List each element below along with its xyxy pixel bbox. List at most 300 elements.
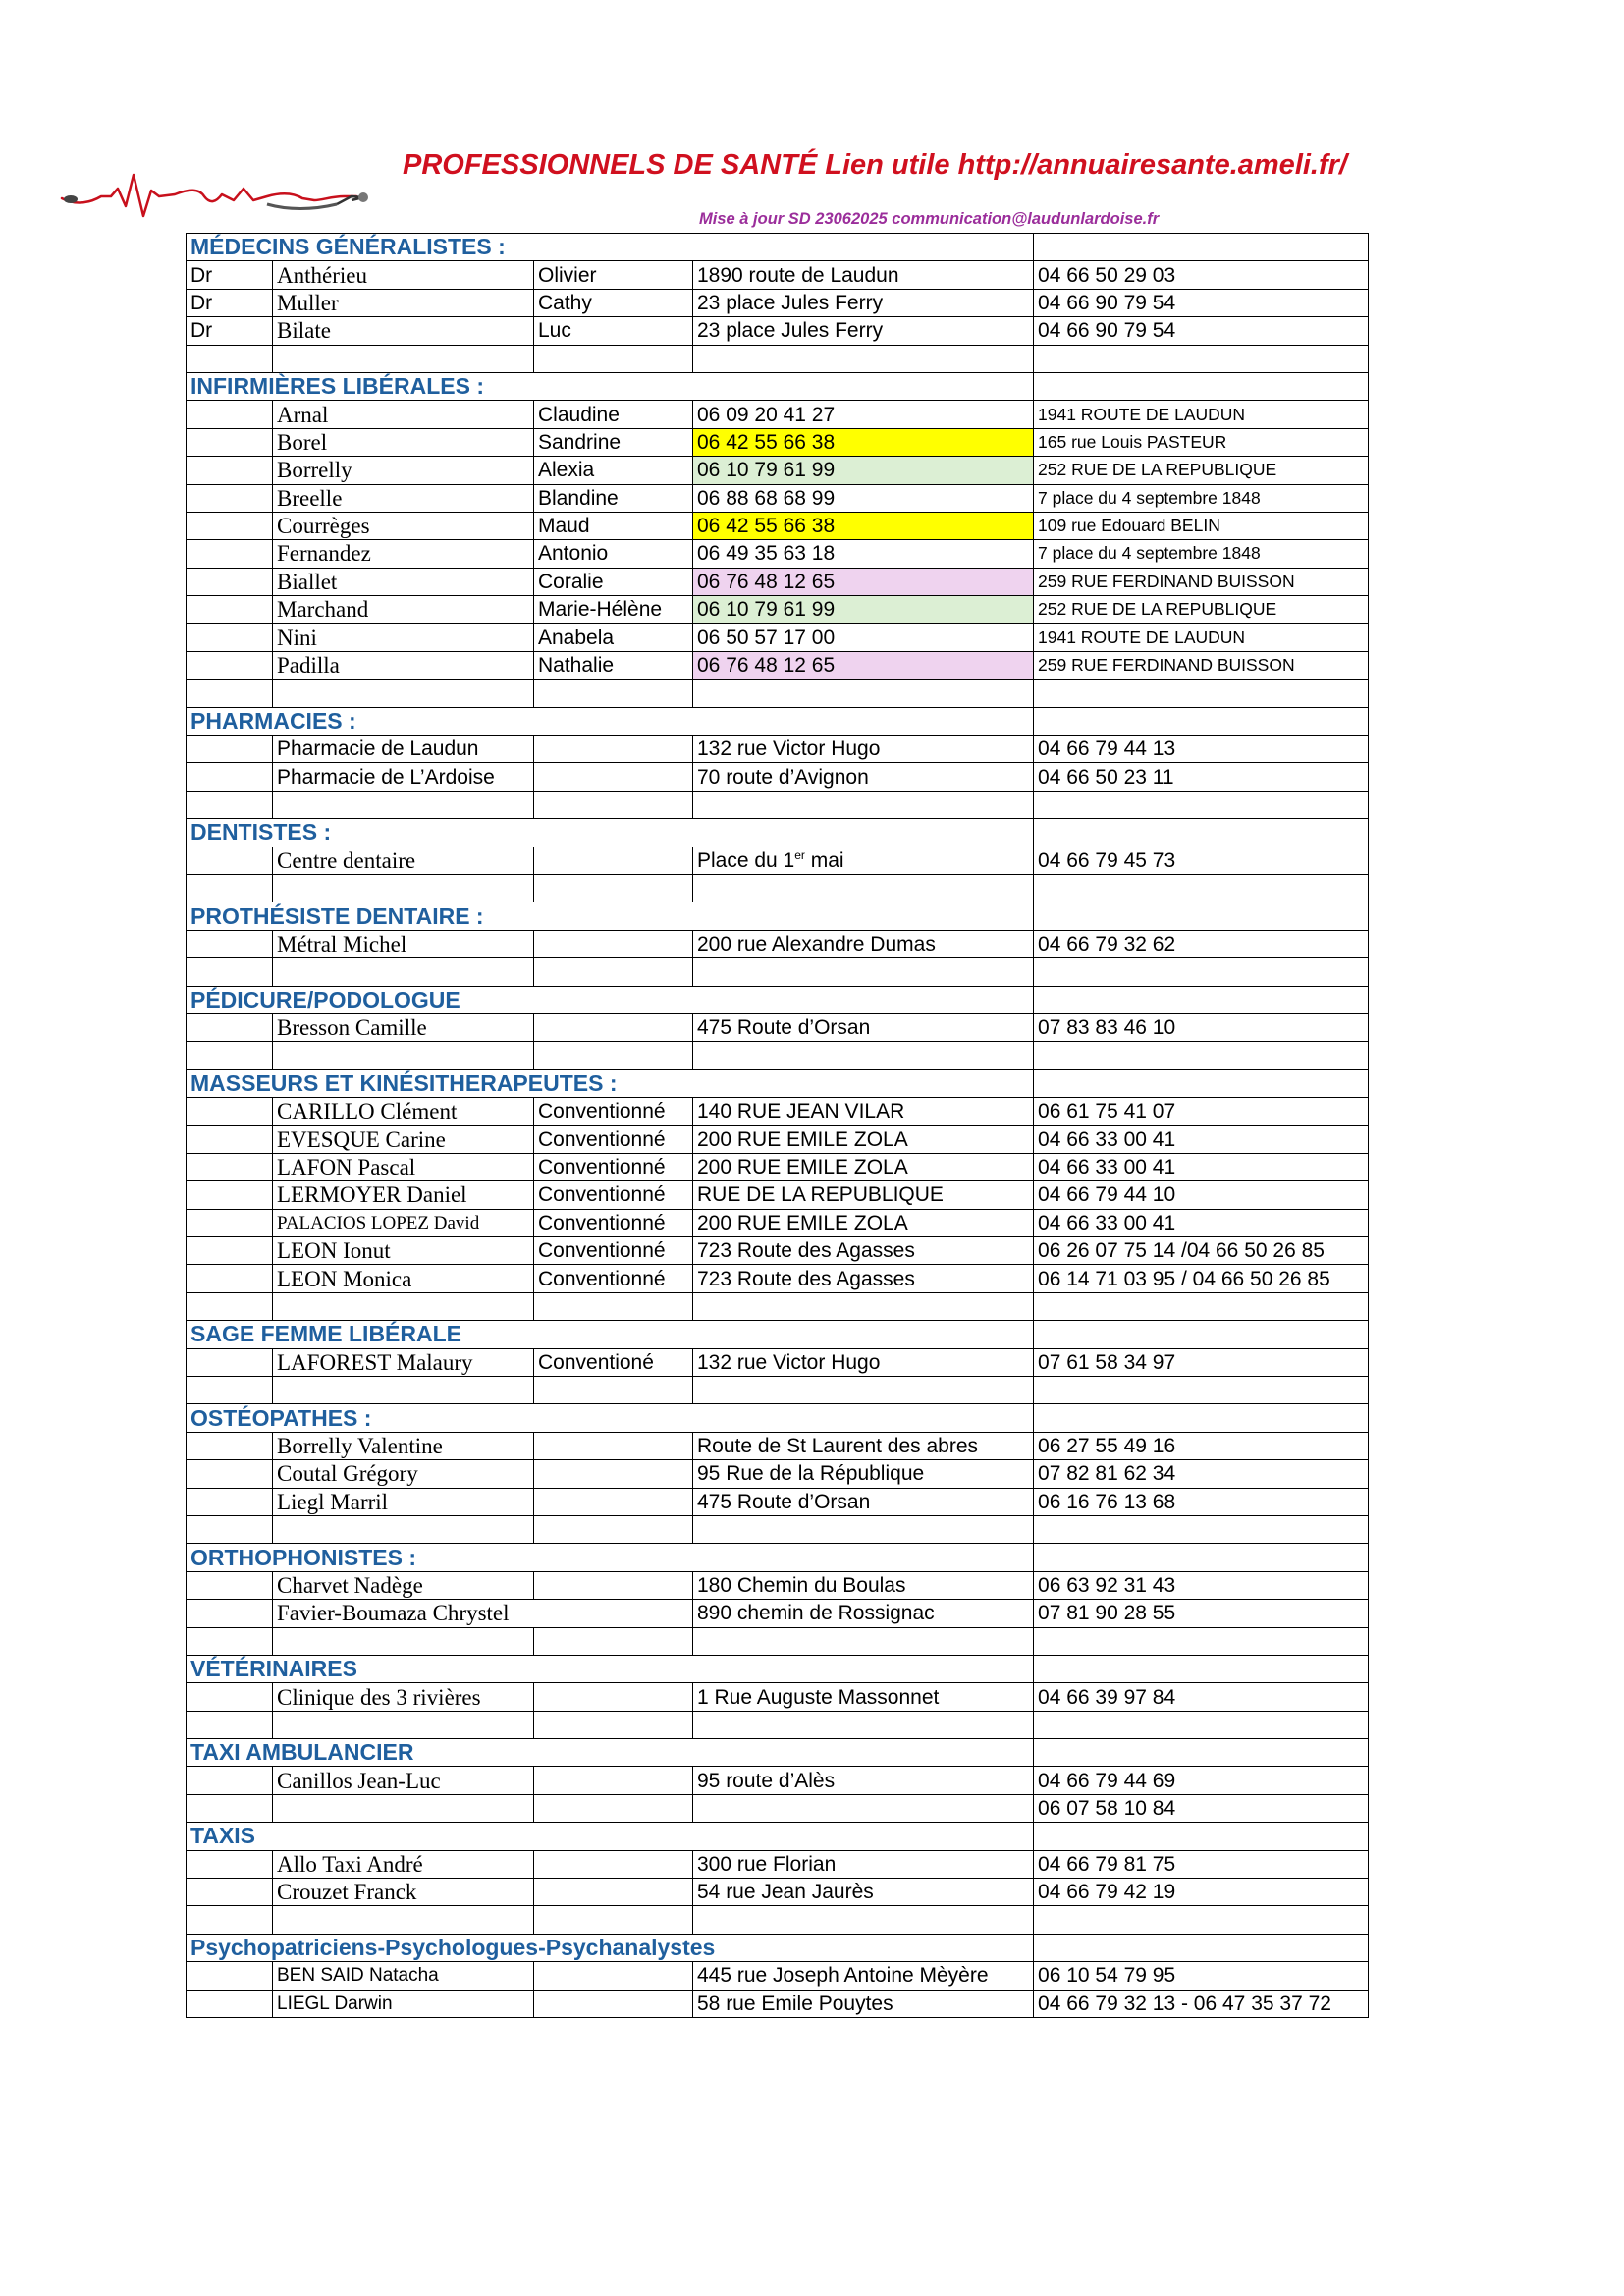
table-cell: 04 66 79 81 75 (1034, 1850, 1369, 1878)
table-row (187, 1265, 1369, 1292)
table-cell (187, 1432, 273, 1459)
table-cell: 06 14 71 03 95 / 04 66 50 26 85 (1034, 1265, 1369, 1292)
table-cell (187, 958, 273, 986)
table-cell: 259 RUE FERDINAND BUISSON (1034, 568, 1369, 595)
table-cell: 06 07 58 10 84 (1034, 1794, 1369, 1822)
table-cell: 252 RUE DE LA REPUBLIQUE (1034, 596, 1369, 624)
table-cell (273, 345, 534, 372)
table-cell: 54 rue Jean Jaurès (693, 1879, 1034, 1906)
table-cell: LEON Monica (273, 1265, 534, 1292)
table-row (187, 1013, 1369, 1041)
table-cell (1034, 1069, 1369, 1097)
table-cell (534, 763, 693, 791)
table-cell: 259 RUE FERDINAND BUISSON (1034, 651, 1369, 679)
table-cell (534, 1767, 693, 1794)
table-cell (187, 1711, 273, 1738)
table-cell (1034, 986, 1369, 1013)
section-heading-ortho: ORTHOPHONISTES : (187, 1544, 1034, 1571)
table-cell (534, 1990, 693, 2017)
spacer-row (187, 1515, 1369, 1543)
table-cell (187, 1292, 273, 1320)
table-cell: 7 place du 4 septembre 1848 (1034, 540, 1369, 568)
table-cell: 04 66 90 79 54 (1034, 289, 1369, 316)
table-row (187, 540, 1369, 568)
table-cell (534, 1794, 693, 1822)
table-cell: 475 Route d’Orsan (693, 1488, 1034, 1515)
table-row (187, 1962, 1369, 1990)
table-cell (1034, 1515, 1369, 1543)
table-cell (534, 930, 693, 957)
table-cell (534, 1013, 693, 1041)
table-cell (187, 874, 273, 902)
table-row (187, 1098, 1369, 1125)
table-cell (534, 736, 693, 763)
table-cell (1034, 1292, 1369, 1320)
table-row (187, 1181, 1369, 1209)
table-cell: PALACIOS LOPEZ David (273, 1209, 534, 1236)
table-cell (273, 1906, 534, 1934)
section-heading-psy: Psychopatriciens-Psychologues-Psychanalystes (187, 1934, 1034, 1961)
table-cell: 132 rue Victor Hugo (693, 1348, 1034, 1376)
table-cell (187, 1237, 273, 1265)
section-heading-kine: MASSEURS ET KINÉSITHERAPEUTES : (187, 1069, 1034, 1097)
directory-table (186, 233, 1369, 2018)
table-cell: Nathalie (534, 651, 693, 679)
table-cell (534, 1683, 693, 1711)
section-heading-medecins: MÉDECINS GÉNÉRALISTES : (187, 234, 1034, 261)
table-cell (534, 1488, 693, 1515)
table-cell (1034, 902, 1369, 930)
table-cell (187, 1460, 273, 1488)
table-cell: Biallet (273, 568, 534, 595)
table-cell (1034, 680, 1369, 707)
table-cell: 23 place Jules Ferry (693, 289, 1034, 316)
table-cell: Allo Taxi André (273, 1850, 534, 1878)
table-cell: 07 83 83 46 10 (1034, 1013, 1369, 1041)
table-cell: Centre dentaire (273, 847, 534, 874)
table-cell (534, 1711, 693, 1738)
table-cell: 200 rue Alexandre Dumas (693, 930, 1034, 957)
table-cell: EVESQUE Carine (273, 1125, 534, 1153)
table-cell: 04 66 79 32 13 - 06 47 35 37 72 (1034, 1990, 1369, 2017)
section-heading-taxis: TAXIS (187, 1823, 1034, 1850)
table-row (187, 1237, 1369, 1265)
table-cell: 1890 route de Laudun (693, 261, 1034, 289)
table-cell: Marchand (273, 596, 534, 624)
table-cell: Dr (187, 289, 273, 316)
table-cell: Liegl Marril (273, 1488, 534, 1515)
table-cell: 180 Chemin du Boulas (693, 1571, 1034, 1599)
table-cell: 04 66 79 42 19 (1034, 1879, 1369, 1906)
table-cell: 06 27 55 49 16 (1034, 1432, 1369, 1459)
table-cell: Borrelly Valentine (273, 1432, 534, 1459)
table-cell: 06 61 75 41 07 (1034, 1098, 1369, 1125)
table-cell: 04 66 79 44 69 (1034, 1767, 1369, 1794)
table-cell (1034, 1906, 1369, 1934)
table-cell (187, 651, 273, 679)
table-cell (187, 763, 273, 791)
table-cell: 23 place Jules Ferry (693, 317, 1034, 345)
table-cell (693, 791, 1034, 818)
dentist-address: Place du 1er mai (693, 847, 1034, 874)
table-cell (693, 1515, 1034, 1543)
table-cell (534, 1906, 693, 1934)
table-cell: Pharmacie de Laudun (273, 736, 534, 763)
table-cell: LIEGL Darwin (273, 1990, 534, 2017)
table-cell: 06 50 57 17 00 (693, 624, 1034, 651)
table-row (187, 847, 1369, 874)
table-cell: 04 66 33 00 41 (1034, 1209, 1369, 1236)
table-cell (1034, 1711, 1369, 1738)
table-cell: Alexia (534, 457, 693, 484)
table-cell: 04 66 79 32 62 (1034, 930, 1369, 957)
table-cell: Conventionné (534, 1237, 693, 1265)
table-cell (187, 484, 273, 512)
table-cell: 06 76 48 12 65 (693, 568, 1034, 595)
table-cell (534, 847, 693, 874)
table-cell: Conventionné (534, 1181, 693, 1209)
table-cell (187, 596, 273, 624)
table-cell: 07 82 81 62 34 (1034, 1460, 1369, 1488)
table-row (187, 930, 1369, 957)
table-row (187, 624, 1369, 651)
table-cell: 06 09 20 41 27 (693, 401, 1034, 428)
table-cell: 07 61 58 34 97 (1034, 1348, 1369, 1376)
table-cell (1034, 234, 1369, 261)
table-cell (1034, 1321, 1369, 1348)
table-cell: Anabela (534, 624, 693, 651)
table-row (187, 568, 1369, 595)
table-cell (534, 791, 693, 818)
table-cell (187, 540, 273, 568)
spacer-row (187, 1906, 1369, 1934)
table-cell: Muller (273, 289, 534, 316)
section-heading-sagefemme: SAGE FEMME LIBÉRALE (187, 1321, 1034, 1348)
table-cell: Conventionné (534, 1153, 693, 1180)
table-cell: 95 route d’Alès (693, 1767, 1034, 1794)
table-cell: BEN SAID Natacha (273, 1962, 534, 1990)
table-cell: LAFOREST Malaury (273, 1348, 534, 1376)
table-cell (693, 1906, 1034, 1934)
table-cell (693, 680, 1034, 707)
table-cell (534, 1515, 693, 1543)
table-cell (693, 958, 1034, 986)
table-cell: Route de St Laurent des abres (693, 1432, 1034, 1459)
table-cell (1034, 707, 1369, 735)
table-cell: 04 66 50 23 11 (1034, 763, 1369, 791)
table-row (187, 1990, 1369, 2017)
table-cell: 132 rue Victor Hugo (693, 736, 1034, 763)
table-row (187, 763, 1369, 791)
table-cell: Métral Michel (273, 930, 534, 957)
table-row (187, 428, 1369, 456)
section-heading-infirmieres: INFIRMIÈRES LIBÉRALES : (187, 372, 1034, 400)
table-row (187, 1460, 1369, 1488)
table-cell: 04 66 79 44 13 (1034, 736, 1369, 763)
table-cell: Clinique des 3 rivières (273, 1683, 534, 1711)
table-cell: 06 76 48 12 65 (693, 651, 1034, 679)
table-cell: 70 route d’Avignon (693, 763, 1034, 791)
table-cell: Breelle (273, 484, 534, 512)
table-cell (187, 736, 273, 763)
table-cell (534, 1627, 693, 1655)
table-cell: 07 81 90 28 55 (1034, 1600, 1369, 1627)
table-cell (187, 1600, 273, 1627)
table-cell: 04 66 39 97 84 (1034, 1683, 1369, 1711)
page-title: PROFESSIONNELS DE SANTÉ Lien utile http://annuairesante.ameli.fr/ (403, 149, 1347, 181)
table-cell (1034, 958, 1369, 986)
table-row (187, 484, 1369, 512)
table-cell (187, 1571, 273, 1599)
table-cell: 95 Rue de la République (693, 1460, 1034, 1488)
table-cell: LERMOYER Daniel (273, 1181, 534, 1209)
table-cell (273, 1794, 534, 1822)
table-cell: Conventionné (534, 1125, 693, 1153)
table-cell (1034, 1934, 1369, 1961)
table-cell (273, 1292, 534, 1320)
table-cell (187, 1042, 273, 1069)
table-cell: 04 66 90 79 54 (1034, 317, 1369, 345)
table-cell: 04 66 33 00 41 (1034, 1153, 1369, 1180)
table-cell (693, 1042, 1034, 1069)
table-cell (534, 874, 693, 902)
table-cell (187, 1125, 273, 1153)
table-cell (534, 680, 693, 707)
table-cell (1034, 1655, 1369, 1682)
update-note: Mise à jour SD 23062025 communication@laudunlardoise.fr (699, 210, 1160, 228)
table-row (187, 317, 1369, 345)
table-cell (273, 1711, 534, 1738)
table-cell: Olivier (534, 261, 693, 289)
table-cell (187, 1794, 273, 1822)
table-cell: 06 42 55 66 38 (693, 512, 1034, 539)
section-heading-osteo: OSTÉOPATHES : (187, 1404, 1034, 1432)
table-cell: CARILLO Clément (273, 1098, 534, 1125)
table-cell (187, 1488, 273, 1515)
table-cell: Conventioné (534, 1348, 693, 1376)
table-cell (273, 791, 534, 818)
table-cell (187, 1850, 273, 1878)
table-cell: Favier-Boumaza Chrystel (273, 1600, 693, 1627)
table-cell: Padilla (273, 651, 534, 679)
table-cell (534, 1571, 693, 1599)
table-cell (1034, 1627, 1369, 1655)
table-cell (693, 345, 1034, 372)
section-heading-taxiambu: TAXI AMBULANCIER (187, 1739, 1034, 1767)
table-cell: 1941 ROUTE DE LAUDUN (1034, 624, 1369, 651)
table-cell: 200 RUE EMILE ZOLA (693, 1153, 1034, 1180)
table-cell: 04 66 33 00 41 (1034, 1125, 1369, 1153)
table-cell: Canillos Jean-Luc (273, 1767, 534, 1794)
table-cell: 7 place du 4 septembre 1848 (1034, 484, 1369, 512)
table-row (187, 1209, 1369, 1236)
table-cell (187, 847, 273, 874)
table-cell: 200 RUE EMILE ZOLA (693, 1125, 1034, 1153)
table-cell: Marie-Hélène (534, 596, 693, 624)
table-cell: Dr (187, 317, 273, 345)
table-cell: Cathy (534, 289, 693, 316)
table-cell (1034, 372, 1369, 400)
section-heading-dentistes: DENTISTES : (187, 819, 1034, 847)
table-row (187, 1125, 1369, 1153)
table-row (187, 1767, 1369, 1794)
table-cell (534, 345, 693, 372)
table-cell (534, 1850, 693, 1878)
table-cell (1034, 1377, 1369, 1404)
table-cell (693, 1292, 1034, 1320)
table-cell (187, 1683, 273, 1711)
table-cell: Bilate (273, 317, 534, 345)
table-cell: Pharmacie de L’Ardoise (273, 763, 534, 791)
table-row (187, 1488, 1369, 1515)
table-row (187, 1153, 1369, 1180)
table-cell (187, 791, 273, 818)
table-cell: 109 rue Edouard BELIN (1034, 512, 1369, 539)
table-cell (693, 1794, 1034, 1822)
table-cell: 58 rue Emile Pouytes (693, 1990, 1034, 2017)
table-cell (534, 1377, 693, 1404)
table-cell: LAFON Pascal (273, 1153, 534, 1180)
table-cell: Bresson Camille (273, 1013, 534, 1041)
table-cell: 723 Route des Agasses (693, 1237, 1034, 1265)
table-row (187, 736, 1369, 763)
table-cell: 165 rue Louis PASTEUR (1034, 428, 1369, 456)
table-cell (273, 1377, 534, 1404)
table-cell: Conventionné (534, 1265, 693, 1292)
table-cell (534, 958, 693, 986)
table-cell: 06 63 92 31 43 (1034, 1571, 1369, 1599)
table-cell (187, 401, 273, 428)
table-cell: 445 rue Joseph Antoine Mèyère (693, 1962, 1034, 1990)
table-cell (1034, 345, 1369, 372)
table-cell (693, 1377, 1034, 1404)
table-cell (1034, 1042, 1369, 1069)
spacer-row (187, 1042, 1369, 1069)
table-row (187, 289, 1369, 316)
table-cell (273, 1515, 534, 1543)
table-cell (534, 1042, 693, 1069)
table-cell (273, 958, 534, 986)
table-cell (273, 1042, 534, 1069)
table-cell: 06 49 35 63 18 (693, 540, 1034, 568)
table-cell (187, 1209, 273, 1236)
table-cell: Borrelly (273, 457, 534, 484)
table-cell: 06 10 79 61 99 (693, 596, 1034, 624)
table-row (187, 1850, 1369, 1878)
table-cell: 04 66 79 45 73 (1034, 847, 1369, 874)
table-row (187, 1432, 1369, 1459)
table-cell (187, 1879, 273, 1906)
table-cell (187, 1377, 273, 1404)
table-cell: 04 66 79 44 10 (1034, 1181, 1369, 1209)
table-cell: 140 RUE JEAN VILAR (693, 1098, 1034, 1125)
table-cell (534, 1962, 693, 1990)
table-cell: Coutal Grégory (273, 1460, 534, 1488)
table-cell: 890 chemin de Rossignac (693, 1600, 1034, 1627)
table-cell: Coralie (534, 568, 693, 595)
table-cell (187, 624, 273, 651)
table-cell (534, 1432, 693, 1459)
ecg-heartbeat-stethoscope-icon (57, 167, 376, 226)
table-row (187, 1600, 1369, 1627)
table-cell (187, 457, 273, 484)
table-cell: 06 26 07 75 14 /04 66 50 26 85 (1034, 1237, 1369, 1265)
table-cell: Maud (534, 512, 693, 539)
table-cell: 1941 ROUTE DE LAUDUN (1034, 401, 1369, 428)
table-cell (187, 680, 273, 707)
table-cell (1034, 874, 1369, 902)
table-cell (187, 1906, 273, 1934)
table-cell: Sandrine (534, 428, 693, 456)
table-row (187, 651, 1369, 679)
table-cell (187, 512, 273, 539)
table-cell (187, 1962, 273, 1990)
table-cell: 723 Route des Agasses (693, 1265, 1034, 1292)
table-cell (187, 428, 273, 456)
spacer-row (187, 1711, 1369, 1738)
table-row (187, 1348, 1369, 1376)
table-cell: Conventionné (534, 1098, 693, 1125)
table-row (187, 457, 1369, 484)
spacer-row (187, 1377, 1369, 1404)
table-cell: Antonio (534, 540, 693, 568)
table-cell: 200 RUE EMILE ZOLA (693, 1209, 1034, 1236)
table-cell: Dr (187, 261, 273, 289)
table-cell (1034, 819, 1369, 847)
table-cell: Nini (273, 624, 534, 651)
table-row (187, 1683, 1369, 1711)
table-row (187, 1879, 1369, 1906)
table-cell: Arnal (273, 401, 534, 428)
table-cell (187, 1515, 273, 1543)
section-heading-pedicure: PÉDICURE/PODOLOGUE (187, 986, 1034, 1013)
table-cell: 06 10 79 61 99 (693, 457, 1034, 484)
spacer-row (187, 345, 1369, 372)
table-cell: 300 rue Florian (693, 1850, 1034, 1878)
table-cell (273, 1627, 534, 1655)
table-cell (693, 1711, 1034, 1738)
table-cell (1034, 1823, 1369, 1850)
table-row (187, 596, 1369, 624)
spacer-row (187, 1627, 1369, 1655)
table-cell: 04 66 50 29 03 (1034, 261, 1369, 289)
table-cell (1034, 1739, 1369, 1767)
spacer-row (187, 874, 1369, 902)
table-cell: Claudine (534, 401, 693, 428)
table-cell (187, 1153, 273, 1180)
table-cell: 1 Rue Auguste Massonnet (693, 1683, 1034, 1711)
table-cell (1034, 791, 1369, 818)
table-cell (187, 1181, 273, 1209)
table-cell (693, 1627, 1034, 1655)
table-row (187, 1794, 1369, 1822)
table-cell (187, 930, 273, 957)
table-cell: Courrèges (273, 512, 534, 539)
table-cell (1034, 1544, 1369, 1571)
table-cell (534, 1292, 693, 1320)
table-cell: Borel (273, 428, 534, 456)
spacer-row (187, 1292, 1369, 1320)
table-cell: 06 10 54 79 95 (1034, 1962, 1369, 1990)
table-cell (187, 1767, 273, 1794)
table-cell (187, 1627, 273, 1655)
section-heading-veto: VÉTÉRINAIRES (187, 1655, 1034, 1682)
table-cell: Crouzet Franck (273, 1879, 534, 1906)
table-cell (187, 1098, 273, 1125)
table-cell (187, 1265, 273, 1292)
table-cell (273, 680, 534, 707)
table-cell (1034, 1404, 1369, 1432)
